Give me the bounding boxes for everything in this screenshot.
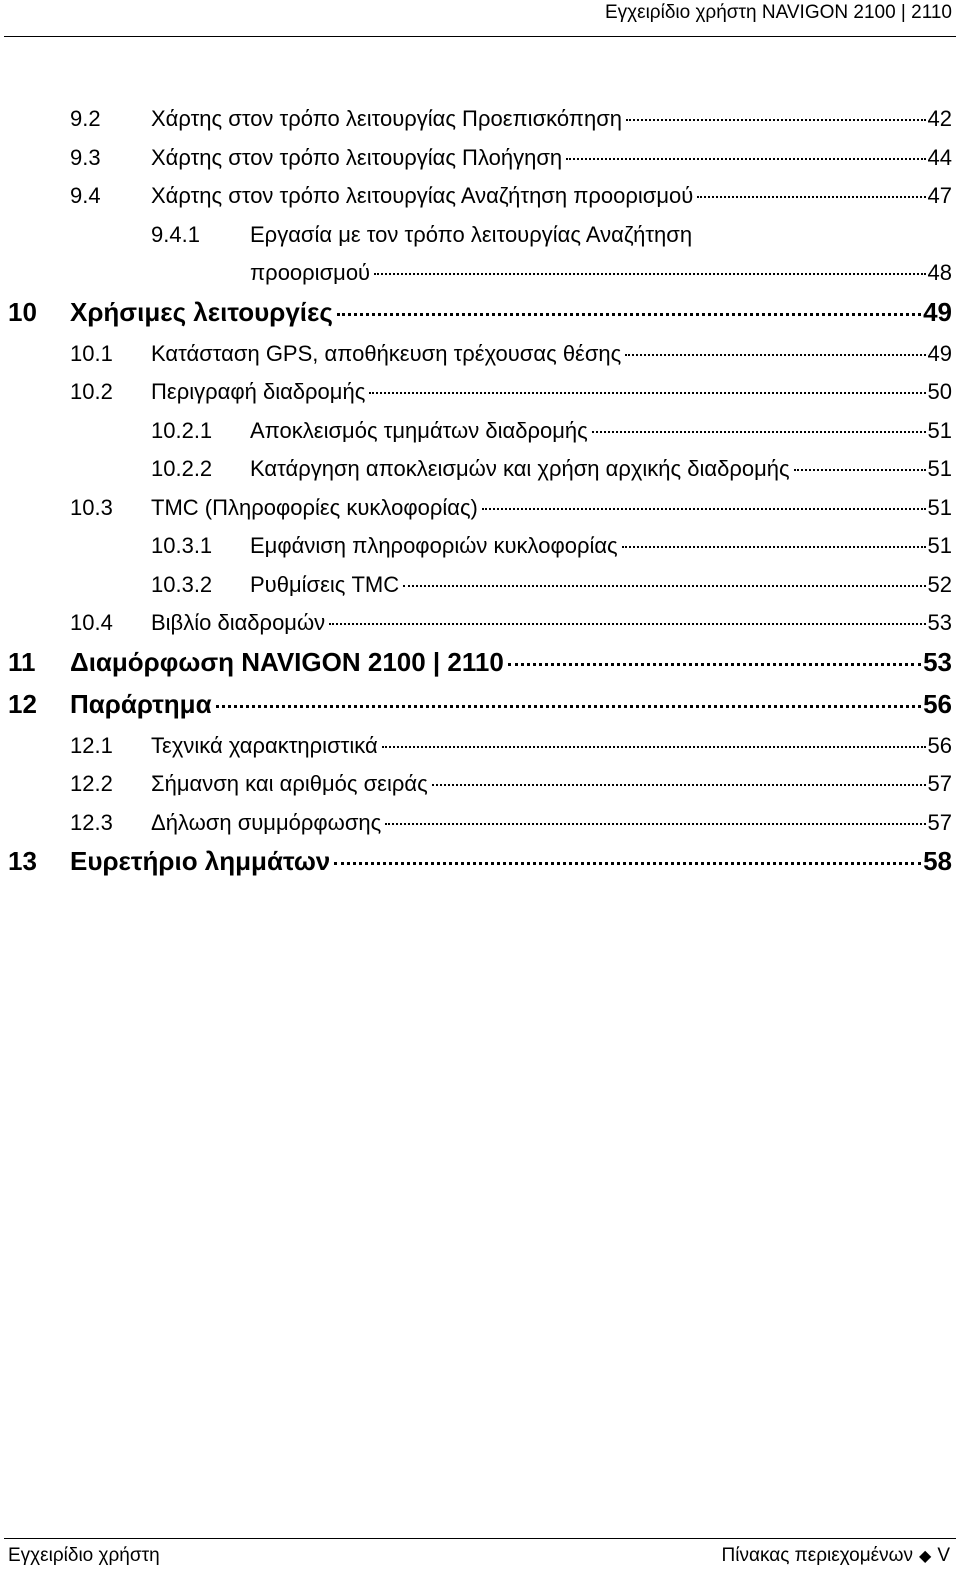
toc-entry-number: 9.2 — [70, 106, 101, 131]
toc-entry-title: Περιγραφή διαδρομής — [151, 379, 366, 404]
toc-entry-title: Εργασία με τον τρόπο λειτουργίας Αναζήτηση — [250, 221, 693, 247]
toc-entry-title: Κατάσταση GPS, αποθήκευση τρέχουσας θέσης — [151, 340, 622, 366]
diamond-separator-icon: ◆ — [919, 1548, 932, 1565]
toc-entry-page: 47 — [928, 181, 952, 211]
toc-entry-title: Εμφάνιση πληροφοριών κυκλοφορίας — [250, 533, 618, 558]
toc-entry[interactable] — [0, 339, 960, 379]
toc-entry-number: 10 — [8, 296, 37, 327]
toc-entry-page: 42 — [928, 104, 952, 134]
toc-entry-title: Χάρτης στον τρόπο λειτουργίας Προεπισκόπηση — [151, 106, 623, 131]
toc-entry-title: Διαμόρφωση NAVIGON 2100 | 2110 — [70, 646, 504, 677]
toc-entry[interactable] — [0, 220, 960, 285]
toc-entry-page: 56 — [923, 688, 952, 719]
toc-entry-page: 53 — [928, 608, 952, 638]
toc-entry-title: Παράρτημα — [70, 688, 212, 719]
toc-entry-title: Κατάργηση αποκλεισμών και χρήση αρχικής διαδρομής — [250, 456, 790, 481]
toc-entry-title: Σήμανση και αριθμός σειράς — [151, 771, 428, 796]
toc-entry-number: 10.2.2 — [151, 456, 213, 481]
toc-entry-page: 57 — [928, 769, 952, 799]
toc-entry-page: 49 — [923, 296, 952, 327]
toc-entry[interactable] — [0, 377, 960, 417]
toc-entry[interactable] — [0, 104, 960, 144]
toc-entry[interactable] — [0, 493, 960, 533]
toc-entry[interactable] — [0, 297, 960, 337]
running-header: Εγχειρίδιο χρήστη NAVIGON 2100 | 2110 — [604, 2, 952, 23]
toc-dot-leader — [403, 585, 926, 587]
footer-page-number: V — [937, 1545, 950, 1566]
toc-entry-title: TMC (Πληροφορίες κυκλοφορίας) — [151, 494, 478, 520]
footer-right — [722, 1545, 950, 1567]
toc-entry-number: 9.4.1 — [151, 221, 200, 247]
toc-dot-leader — [794, 469, 926, 471]
toc-entry-number: 11 — [8, 646, 36, 677]
toc-dot-leader — [216, 705, 921, 708]
toc-entry[interactable] — [0, 846, 960, 886]
toc-entry-number: 10.3 — [70, 494, 113, 520]
toc-entry-number: 12.1 — [70, 732, 113, 758]
toc-dot-leader — [374, 273, 926, 275]
footer-section-title: Πίνακας περιεχομένων — [721, 1545, 913, 1566]
toc-entry-number: 12 — [8, 688, 37, 719]
toc-dot-leader — [432, 784, 926, 786]
footer-rule — [4, 1538, 956, 1539]
toc-entry[interactable] — [0, 608, 960, 648]
toc-dot-leader — [337, 313, 921, 316]
toc-dot-leader — [329, 623, 926, 625]
toc-entry-number: 13 — [8, 846, 37, 876]
toc-entry-title-continued: προορισμού — [250, 260, 371, 285]
toc-entry-title: Χάρτης στον τρόπο λειτουργίας Αναζήτηση προορισμού — [151, 183, 694, 208]
toc-entry-page: 48 — [928, 258, 952, 288]
toc-entry-number: 9.3 — [70, 144, 101, 170]
toc-dot-leader — [592, 431, 926, 433]
footer-left-text: Εγχειρίδιο χρήστη — [8, 1545, 160, 1566]
toc-entry[interactable] — [0, 143, 960, 183]
toc-entry[interactable] — [0, 647, 960, 687]
toc-entry-title: Ρυθμίσεις TMC — [250, 571, 400, 597]
toc-entry-title: Βιβλίο διαδρομών — [151, 610, 326, 635]
toc-entry-page: 52 — [928, 570, 952, 600]
toc-entry-number: 10.1 — [70, 340, 113, 366]
toc-entry-page: 49 — [928, 339, 952, 369]
toc-entry-number: 12.2 — [70, 771, 113, 796]
toc-entry-page: 51 — [928, 416, 952, 446]
toc-entry[interactable] — [0, 570, 960, 610]
toc-entry[interactable] — [0, 731, 960, 771]
toc-dot-leader — [626, 119, 926, 121]
toc-dot-leader — [508, 663, 921, 666]
toc-entry-number: 10.4 — [70, 610, 113, 635]
toc-entry-page: 51 — [928, 531, 952, 561]
toc-entry-page: 57 — [928, 808, 952, 838]
toc-entry-number: 10.2 — [70, 379, 113, 404]
toc-entry[interactable] — [0, 769, 960, 809]
toc-entry-page: 58 — [923, 846, 952, 876]
toc-entry-page: 56 — [928, 731, 952, 761]
toc-dot-leader — [369, 392, 926, 394]
toc-entry-title: Δήλωση συμμόρφωσης — [151, 809, 382, 835]
toc-entry-page: 50 — [928, 377, 952, 407]
toc-entry-number: 9.4 — [70, 183, 101, 208]
toc-entry[interactable] — [0, 416, 960, 456]
toc-dot-leader — [382, 746, 926, 748]
toc-entry-page: 53 — [923, 646, 952, 677]
toc-entry-title: Τεχνικά χαρακτηριστικά — [151, 732, 378, 758]
toc-entry-number: 12.3 — [70, 809, 113, 835]
toc-dot-leader — [566, 158, 926, 160]
toc-entry-number: 10.2.1 — [151, 417, 213, 443]
toc-entry-title: Αποκλεισμός τμημάτων διαδρομής — [250, 417, 588, 443]
toc-entry[interactable] — [0, 181, 960, 221]
toc-dot-leader — [385, 823, 926, 825]
toc-entry-page: 44 — [928, 143, 952, 173]
toc-entry-title: Ευρετήριο λημμάτων — [70, 846, 331, 876]
toc-dot-leader — [622, 546, 926, 548]
toc-entry-title: Χάρτης στον τρόπο λειτουργίας Πλοήγηση — [151, 144, 563, 170]
header-rule — [4, 36, 956, 37]
toc-entry[interactable] — [0, 808, 960, 848]
toc-dot-leader — [334, 862, 921, 865]
toc-dot-leader — [625, 354, 926, 356]
toc-entry[interactable] — [0, 454, 960, 494]
toc-entry[interactable] — [0, 689, 960, 729]
toc-entry-number: 10.3.2 — [151, 571, 213, 597]
toc-entry-page: 51 — [928, 454, 952, 484]
toc-dot-leader — [697, 196, 926, 198]
toc-entry-page: 51 — [928, 493, 952, 523]
toc-dot-leader — [482, 508, 926, 510]
toc-entry-title: Χρήσιμες λειτουργίες — [70, 296, 333, 327]
toc-entry[interactable] — [0, 531, 960, 571]
toc-entry-number: 10.3.1 — [151, 533, 213, 558]
